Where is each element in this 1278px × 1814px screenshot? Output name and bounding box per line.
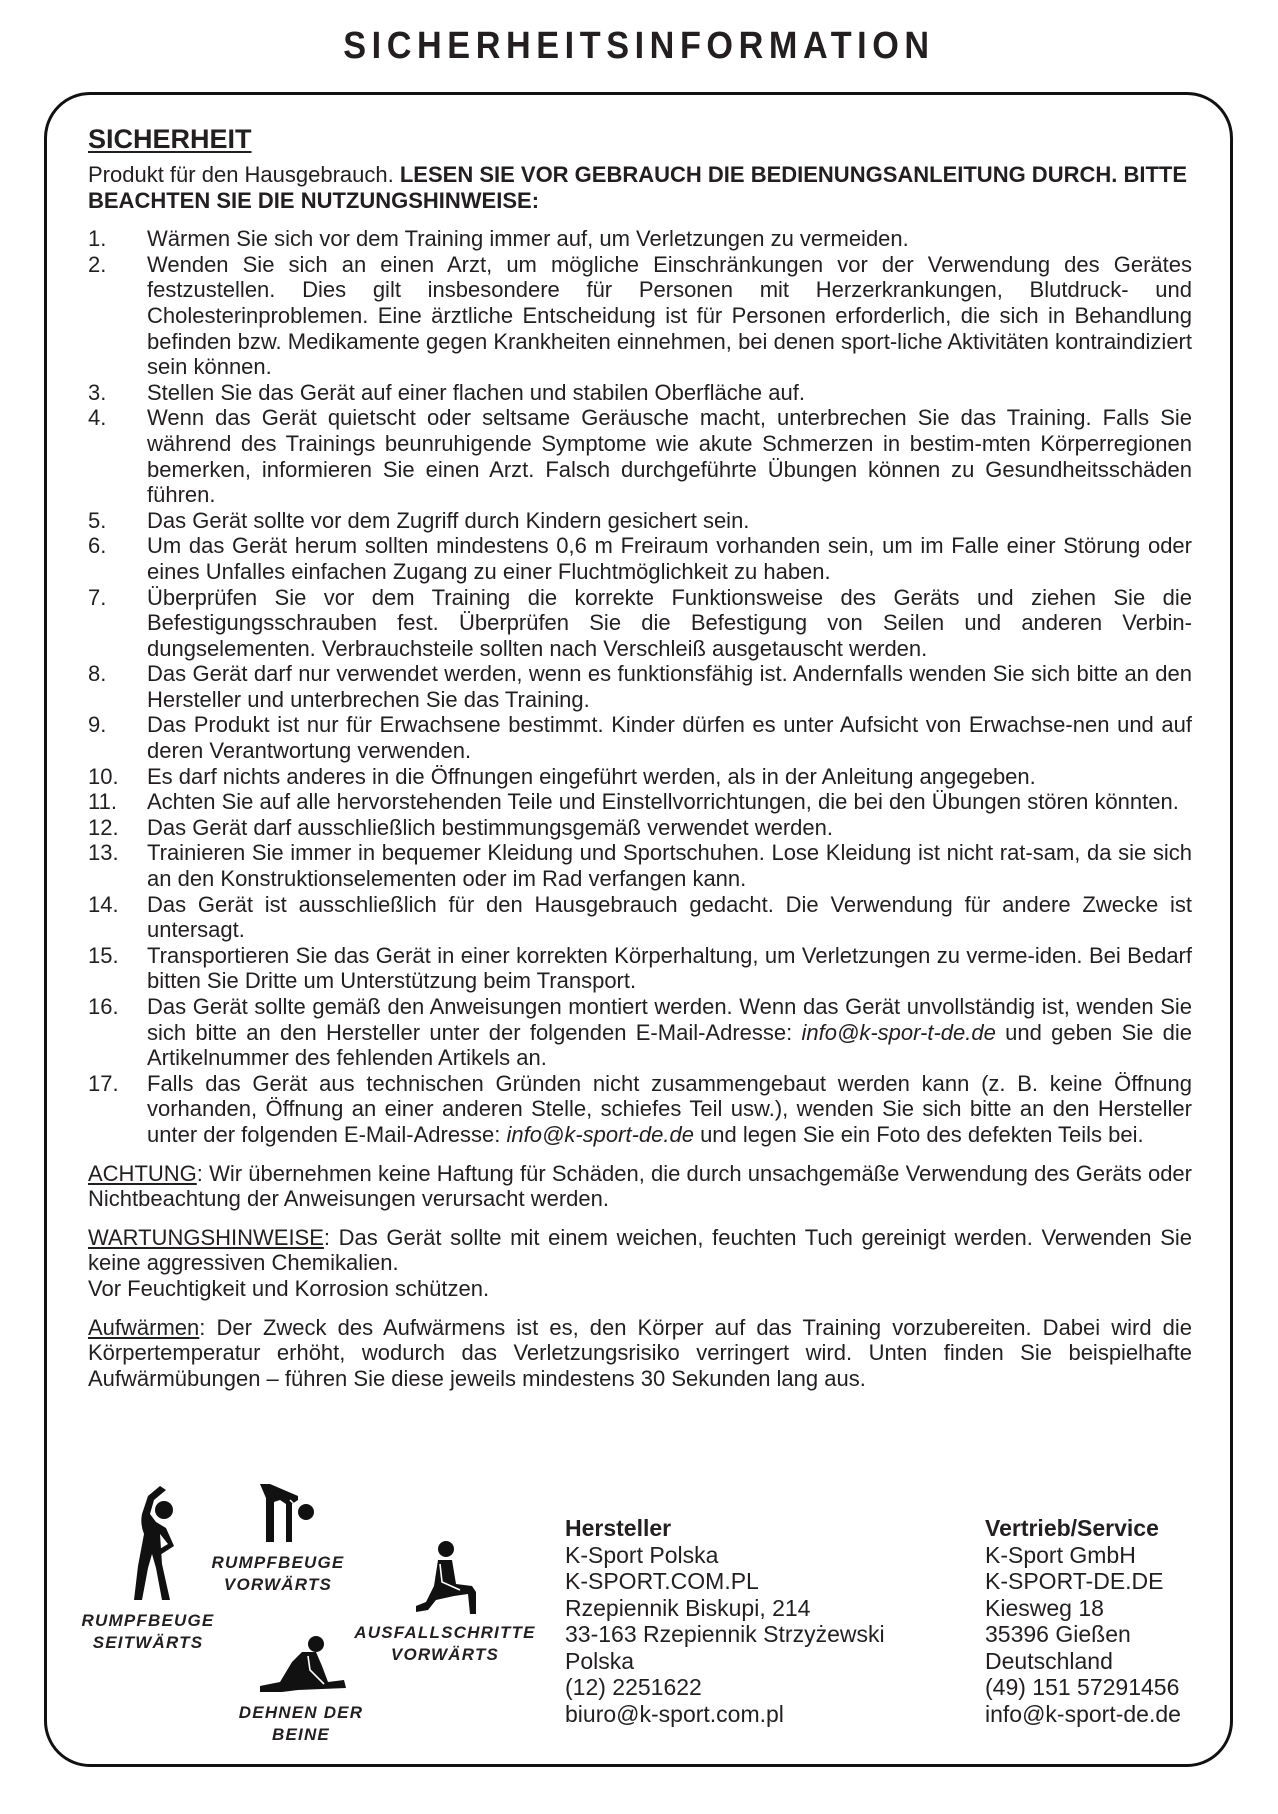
list-item (88, 994, 1192, 1071)
list-item-number: 17. (88, 1070, 119, 1096)
list-item-text: Trainieren Sie immer in bequemer Kleidung und Sportschuhen. Lose Kleidung ist nicht rat-sam, da sie sich an den Konstruktionselementen oder im Rad verfangen kann. (147, 840, 1192, 892)
list-item-text: Das Gerät ist ausschließlich für den Hausgebrauch gedacht. Die Verwendung für andere Zwecke ist untersagt. (147, 891, 1192, 943)
list-item-number: 4. (88, 405, 107, 431)
list-item (88, 533, 1192, 584)
list-item-text: Das Gerät darf ausschließlich bestimmungsgemäß verwendet werden. (147, 814, 833, 840)
manufacturer-website[interactable]: K-SPORT.COM.PL (565, 1568, 759, 1594)
maintenance-label: WARTUNGSHINWEISE (88, 1224, 324, 1250)
exercise-label (78, 1610, 218, 1654)
exercise-label-line2: VORWÄRTS (223, 1575, 333, 1594)
manufacturer-heading: Hersteller (565, 1515, 672, 1541)
manufacturer-email[interactable]: biuro@k-sport.com.pl (565, 1700, 784, 1727)
list-item-text: Um das Gerät herum sollten mindestens 0,6 m Freiraum vorhanden sein, um im Falle einer Störung oder eines Unfalles einfachen Zugang zu einer Fluchtmöglichkeit zu haben. (147, 533, 1192, 584)
exercise-label-line2: VORWÄRTS (390, 1645, 500, 1664)
list-item (88, 380, 1192, 406)
list-item-text: Das Gerät darf nur verwendet werden, wenn es funktionsfähig ist. Andernfalls wenden Sie sich bitte an den Hersteller und unterbrechen Sie das Training. (147, 661, 1192, 712)
list-item (88, 252, 1192, 380)
intro-plain: Produkt für den Hausgebrauch. (88, 162, 400, 187)
distribution-city: 35396 Gießen (985, 1621, 1131, 1647)
distribution-street: Kiesweg 18 (985, 1594, 1104, 1621)
list-item-text: Es darf nichts anderes in die Öffnungen eingeführt werden, als in der Anleitung angegeben. (147, 763, 1036, 789)
list-item (88, 226, 1192, 252)
maintenance-text: : Das Gerät sollte mit einem weichen, feuchten Tuch gereinigt werden. Verwenden Sie keine aggressiven Chemikalien. (88, 1224, 1192, 1276)
list-item-text: Transportieren Sie das Gerät in einer korrekten Körperhaltung, um Verletzungen zu verme-iden. Bei Bedarf bitten Sie Dritte um Unterstützung beim Transport. (147, 942, 1192, 994)
distribution-phone: (49) 151 57291456 (985, 1674, 1180, 1700)
list-item-text: Das Gerät sollte vor dem Zugriff durch Kindern gesichert sein. (147, 507, 750, 533)
manufacturer-company: K-Sport Polska (565, 1541, 719, 1568)
maintenance-text-line2: Vor Feuchtigkeit und Korrosion schützen. (88, 1275, 490, 1301)
manufacturer-contact (565, 1515, 885, 1727)
manufacturer-city: 33-163 Rzepiennik Strzyżewski (565, 1621, 885, 1647)
page-title: SICHERHEITSINFORMATION (343, 25, 935, 67)
email-link[interactable]: info@k-sport-de.de (506, 1121, 694, 1147)
distribution-email[interactable]: info@k-sport-de.de (985, 1700, 1181, 1727)
intro-paragraph (88, 162, 1192, 213)
manufacturer-phone: (12) 2251622 (565, 1674, 702, 1700)
distribution-website[interactable]: K-SPORT-DE.DE (985, 1568, 1164, 1594)
intro-bold: LESEN SIE VOR GEBRAUCH DIE BEDIENUNGSANLEITUNG DURCH. BITTE BEACHTEN SIE DIE NUTZUNGSHINWEISE: (88, 162, 1188, 213)
list-item-text: und geben Sie die Artikelnummer des fehlenden Artikels an. (147, 1019, 1192, 1071)
safety-section (88, 122, 1192, 1391)
safety-rules-list (88, 226, 1192, 1147)
exercise-label (236, 1702, 366, 1746)
lunge-figure-icon (414, 1540, 478, 1620)
list-item-number: 3. (88, 379, 107, 405)
distribution-company: K-Sport GmbH (985, 1541, 1136, 1568)
list-item-number: 1. (88, 226, 107, 252)
list-item (88, 712, 1192, 763)
forward-bend-figure-icon (258, 1482, 318, 1546)
distribution-country: Deutschland (985, 1647, 1113, 1674)
exercise-label-line1: RUMPFBEUGE (81, 1611, 215, 1630)
list-item-number: 9. (88, 712, 107, 738)
list-item (88, 943, 1192, 994)
list-item (88, 764, 1192, 790)
list-item-number: 11. (88, 789, 117, 815)
list-item (88, 1071, 1192, 1148)
exercise-label (350, 1622, 540, 1666)
list-item (88, 661, 1192, 712)
list-item-number: 16. (88, 994, 119, 1019)
list-item-number: 15. (88, 942, 119, 968)
list-item-text: Das Produkt ist nur für Erwachsene bestimmt. Kinder dürfen es unter Aufsicht von Erwachse-nen und auf deren Verantwortung verwenden. (147, 712, 1192, 764)
list-item (88, 789, 1192, 815)
list-item-text: Stellen Sie das Gerät auf einer flachen und stabilen Oberfläche auf. (147, 379, 805, 405)
list-item (88, 840, 1192, 891)
list-item-number: 7. (88, 584, 107, 610)
list-item-text: Wärmen Sie sich vor dem Training immer auf, um Verletzungen zu vermeiden. (147, 226, 909, 252)
manufacturer-street: Rzepiennik Biskupi, 214 (565, 1594, 811, 1621)
section-heading: SICHERHEIT (88, 124, 252, 154)
list-item-number: 10. (88, 763, 119, 789)
warmup-note (88, 1315, 1192, 1392)
exercise-label (208, 1552, 348, 1596)
list-item-number: 8. (88, 661, 107, 687)
warning-label: ACHTUNG (88, 1160, 197, 1186)
manufacturer-country: Polska (565, 1647, 635, 1674)
exercise-label-line1: AUSFALLSCHRITTE (354, 1623, 536, 1642)
list-item (88, 892, 1192, 943)
warmup-label: Aufwärmen (88, 1314, 200, 1340)
side-bend-figure-icon (122, 1484, 186, 1604)
exercise-label-line2: BEINE (272, 1725, 330, 1744)
exercise-label-line1: RUMPFBEUGE (211, 1553, 345, 1572)
distribution-contact (985, 1515, 1181, 1727)
warmup-text: : Der Zweck des Aufwärmens ist es, den Körper auf das Training vorzubereiten. Dabei wird die Körpertemperatur erhöht, wodurch das Verletzungsrisiko verringert wird. Unten finden Sie beispielhafte Aufwärmübungen – führen Sie diese jeweils mindestens 30 Sekunden lang aus. (88, 1314, 1192, 1391)
list-item-text: Das Gerät sollte gemäß den Anweisungen montiert werden. Wenn das Gerät unvollständig ist, wenden Sie sich bitte an den Hersteller unter der folgenden E-Mail-Adresse: (147, 994, 1192, 1045)
list-item-text: Wenn das Gerät quietscht oder seltsame Geräusche macht, unterbrechen Sie das Training. Falls Sie während des Trainings beunruhigende Symptome wie akute Schmerzen in bestim-mten Körperregionen bemerken, informieren Sie einen Arzt. Falsch durchgeführte Übungen können zu Gesundheitsschäden führen. (147, 405, 1192, 508)
warning-note (88, 1161, 1192, 1212)
list-item (88, 815, 1192, 841)
list-item-number: 2. (88, 251, 107, 277)
warning-text: : Wir übernehmen keine Haftung für Schäden, die durch unsachgemäße Verwendung des Geräts oder Nichtbeachtung der Anweisungen verursacht werden. (88, 1160, 1192, 1212)
distribution-heading: Vertrieb/Service (985, 1515, 1159, 1541)
exercise-label-line1: DEHNEN DER (238, 1703, 364, 1722)
list-item (88, 405, 1192, 507)
list-item-number: 6. (88, 533, 107, 559)
list-item-text: Überprüfen Sie vor dem Training die korrekte Funktionsweise des Geräts und ziehen Sie die Befestigungsschrauben fest. Überprüfen Sie die Befestigung von Seilen und anderen Verbin-dungselementen. Verbrauchsteile sollten nach Verschleiß ausgetauscht werden. (147, 584, 1192, 661)
list-item-text: Achten Sie auf alle hervorstehenden Teile und Einstellvorrichtungen, die bei den Übungen stören könnten. (147, 789, 1179, 815)
list-item-number: 14. (88, 891, 119, 917)
list-item-text: und legen Sie ein Foto des defekten Teils bei. (693, 1121, 1144, 1147)
maintenance-note (88, 1225, 1192, 1302)
list-item-number: 12. (88, 814, 119, 840)
list-item-number: 5. (88, 507, 107, 533)
exercise-label-line2: SEITWÄRTS (92, 1633, 204, 1652)
list-item-text: Falls das Gerät aus technischen Gründen nicht zusammengebaut werden kann (z. B. keine Öffnung vorhanden, Öffnung an einer anderen Stelle, schiefes Teil usw.), wenden Sie sich bitte an den Hersteller unter der folgenden E-Mail-Adresse: (147, 1070, 1192, 1147)
list-item-text: Wenden Sie sich an einen Arzt, um mögliche Einschränkungen vor der Verwendung des Gerätes festzustellen. Dies gilt insbesondere für Personen mit Herzerkrankungen, Blutdruck- und Cholesterinproblemen. Eine ärztliche Entscheidung ist für Personen erforderlich, die sich in Behandlung befinden bzw. Medikamente gegen Krankheiten einnehmen, bei denen sport-liche Aktivitäten kontraindiziert sein können. (147, 251, 1192, 380)
list-item (88, 508, 1192, 534)
email-link[interactable]: info@k-spor-t-de.de (801, 1019, 996, 1045)
list-item-number: 13. (88, 840, 119, 866)
list-item (88, 585, 1192, 662)
leg-stretch-figure-icon (258, 1634, 348, 1698)
